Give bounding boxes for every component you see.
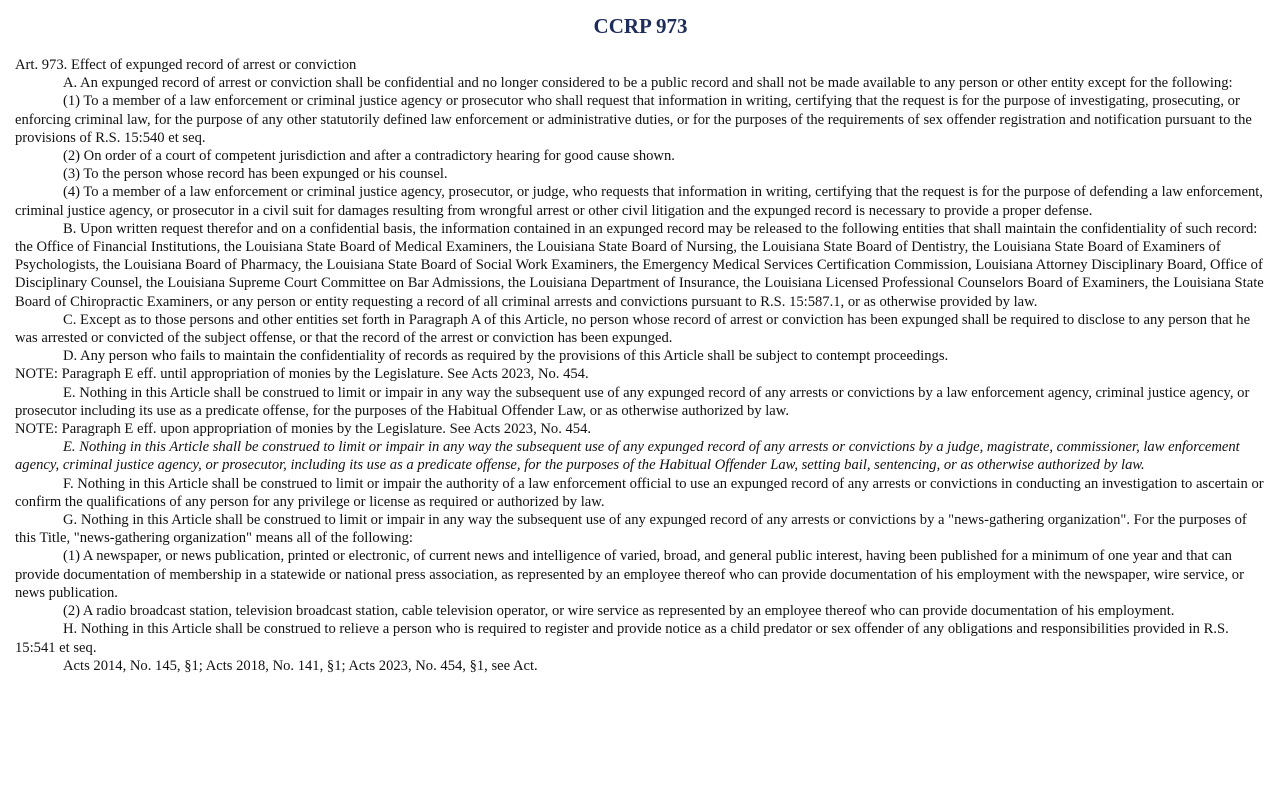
article-paragraph: H. Nothing in this Article shall be construed to relieve a person who is required to register and provide notice as a child predator or sex offender of any obligations and responsibilities provided in R.S. 15:541 et seq. xyxy=(15,621,1229,656)
article-paragraph: (1) To a member of a law enforcement or criminal justice agency or prosecutor who shall request that information in writing, certifying that the request is for the purpose of investigating, prosecuting, or enforcing criminal law, for the purpose of any other statutorily defined law enforcement or administrative duties, or for the purposes of the requirements of sex offender registration and notification pursuant to the provisions of R.S. 15:540 et seq. xyxy=(15,93,1252,146)
article-paragraph: G. Nothing in this Article shall be construed to limit or impair in any way the subsequent use of any expunged record of any arrests or convictions by a "news-gathering organization". For the purposes of this Title, "news-gathering organization" means all of the following: xyxy=(15,512,1247,547)
article-paragraphs xyxy=(15,74,1266,675)
article-paragraph: (1) A newspaper, or news publication, printed or electronic, of current news and intelligence of varied, broad, and general public interest, having been published for a minimum of one year and that can provide documentation of membership in a statewide or national press association, as represented by an employee thereof who can provide documentation of his employment with the newspaper, wire service, or news publication. xyxy=(15,548,1244,601)
note-line: NOTE: Paragraph E eff. until appropriation of monies by the Legislature. See Acts 2023, No. 454. xyxy=(15,366,589,383)
article-paragraph: (3) To the person whose record has been expunged or his counsel. xyxy=(63,166,448,183)
article-paragraph: (2) A radio broadcast station, television broadcast station, cable television operator, or wire service as represented by an employee thereof who can provide documentation of his employment. xyxy=(63,603,1175,620)
article-paragraph: A. An expunged record of arrest or conviction shall be confidential and no longer considered to be a public record and shall not be made available to any person or other entity except for the following: xyxy=(63,75,1233,92)
article-paragraph: D. Any person who fails to maintain the confidentiality of records as required by the provisions of this Article shall be subject to contempt proceedings. xyxy=(63,348,949,365)
article-paragraph: E. Nothing in this Article shall be construed to limit or impair in any way the subsequent use of any expunged record of any arrests or convictions by a law enforcement agency, criminal justice agency, or prosecutor including its use as a predicate offense, for the purposes of the Habitual Offender Law, or as otherwise authorized by law. xyxy=(15,384,1250,419)
page-title: CCRP 973 xyxy=(593,14,688,38)
article-paragraph: (2) On order of a court of competent jurisdiction and after a contradictory hearing for good cause shown. xyxy=(63,148,675,165)
article-paragraph: B. Upon written request therefor and on a confidential basis, the information contained in an expunged record may be released to the following entities that shall maintain the confidentiality of such record: the Office of Financial Institutions, the Louisiana State Board of Medical Examiners, the Louisiana State Board of Nursing, the Louisiana State Board of Dentistry, the Louisiana State Board of Examiners of Psychologists, the Louisiana Board of Pharmacy, the Louisiana State Board of Social Work Examiners, the Emergency Medical Services Certification Commission, Louisiana Attorney Disciplinary Board, Office of Disciplinary Counsel, the Louisiana Supreme Court Committee on Bar Admissions, the Louisiana Department of Insurance, the Louisiana Licensed Professional Counselors Board of Examiners, the Louisiana State Board of Chiropractic Examiners, or any person or entity requesting a record of all criminal arrests and convictions pursuant to R.S. 15:587.1, or as otherwise provided by law. xyxy=(15,220,1264,310)
article-paragraph: (4) To a member of a law enforcement or criminal justice agency, prosecutor, or judge, who requests that information in writing, certifying that the request is for the purpose of defending a law enforcement, criminal justice agency, or prosecutor in a civil suit for damages resulting from wrongful arrest or other civil litigation and the expunged record is necessary to provide a proper defense. xyxy=(15,184,1263,219)
article-paragraph: E. Nothing in this Article shall be construed to limit or impair in any way the subsequent use of any expunged record of any arrests or convictions by a judge, magistrate, commissioner, law enforcement agency, criminal justice agency, or prosecutor, including its use as a predicate offense, for the purposes of the Habitual Offender Law, setting bail, sentencing, or as otherwise authorized by law. xyxy=(15,439,1240,474)
article-body xyxy=(15,56,1266,675)
article-paragraph: F. Nothing in this Article shall be construed to limit or impair the authority of a law enforcement official to use an expunged record of any arrests or convictions in conducting an investigation to ascertain or confirm the qualifications of any person for any privilege or license as required or authorized by law. xyxy=(15,475,1264,510)
article-paragraph: Acts 2014, No. 145, §1; Acts 2018, No. 141, §1; Acts 2023, No. 454, §1, see Act. xyxy=(63,657,538,674)
article-paragraph: C. Except as to those persons and other entities set forth in Paragraph A of this Article, no person whose record of arrest or conviction has been expunged shall be required to disclose to any person that he was arrested or convicted of the subject offense, or that the record of the arrest or conviction has been expunged. xyxy=(15,311,1251,347)
article-heading: Art. 973. Effect of expunged record of arrest or conviction xyxy=(15,57,357,73)
note-line: NOTE: Paragraph E eff. upon appropriation of monies by the Legislature. See Acts 2023, No. 454. xyxy=(15,421,592,438)
